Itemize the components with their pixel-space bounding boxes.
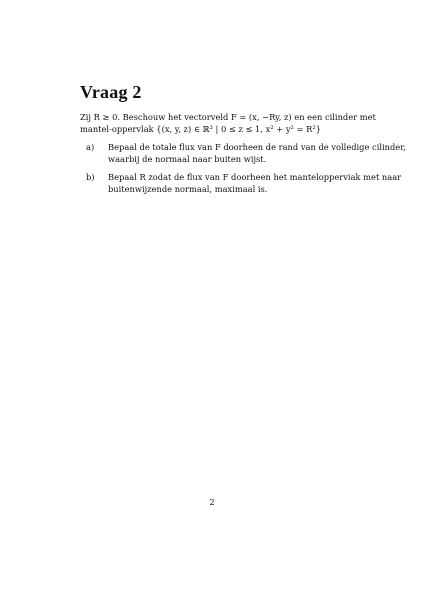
question-parts	[86, 141, 406, 201]
part-a	[86, 141, 406, 166]
part-b-marker: b)	[86, 171, 95, 182]
intro-line-1: Zij R ≥ 0. Beschouw het vectorveld F = (x, −Ry, z) en een cilinder met	[80, 112, 376, 122]
part-b-line-2: buitenwijzende normaal, maximaal is.	[108, 184, 268, 195]
question-heading: Vraag 2	[80, 82, 142, 102]
part-a-line-2: waarbij de normaal naar buiten wijst.	[108, 154, 267, 165]
part-a-marker: a)	[86, 142, 95, 152]
part-b	[86, 171, 402, 196]
part-a-line-1: Bepaal de totale flux van F doorheen de rand van de volledige cilinder,	[108, 142, 406, 152]
part-b-line-1: Bepaal R zodat de flux van F doorheen het mantelopperviak met naar	[108, 171, 402, 182]
question-intro	[80, 111, 376, 136]
page-number: 2	[209, 497, 215, 507]
intro-line-2: mantel-oppervlak {(x, y, z) ∈ ℝ³ | 0 ≤ z ≤ 1, x² + y² = R²}	[80, 124, 321, 135]
